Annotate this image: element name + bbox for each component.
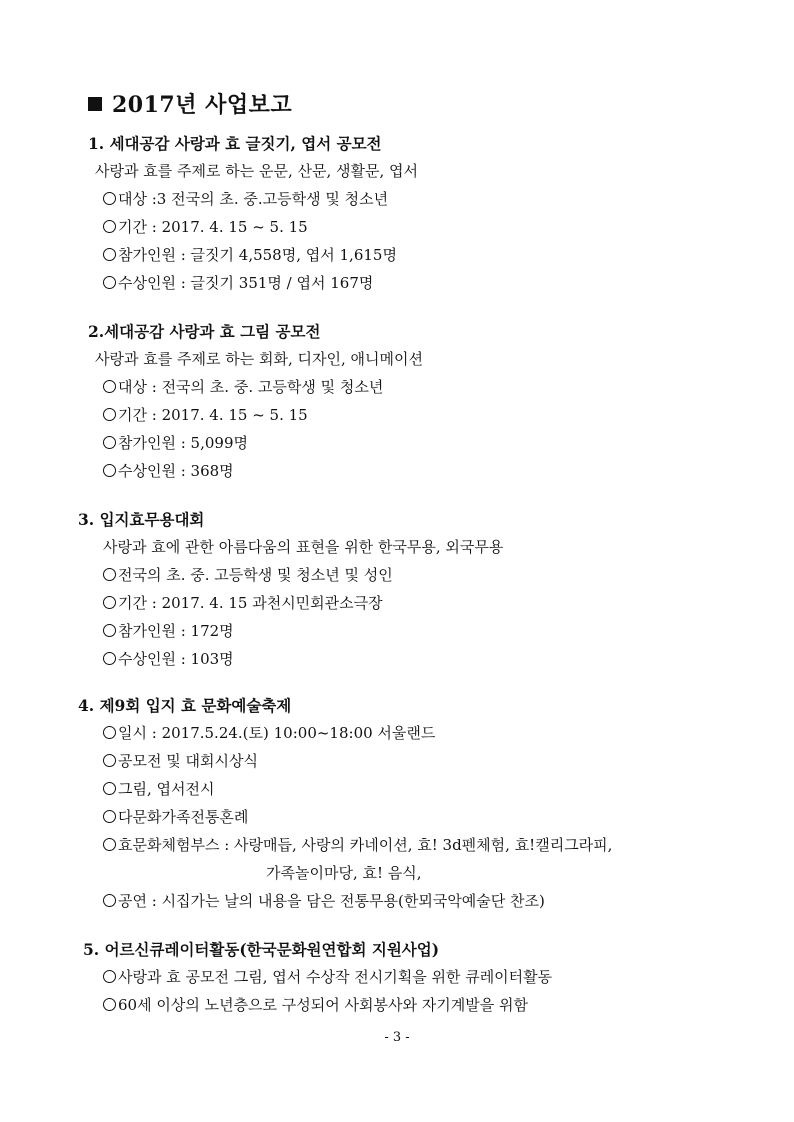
- circle-bullet-icon: [103, 782, 116, 795]
- section-2-heading: 2.세대공감 사랑과 효 그림 공모전: [88, 322, 321, 341]
- list-item: 수상인원 : 368명: [103, 460, 234, 481]
- circle-bullet-icon: [103, 754, 116, 767]
- circle-bullet-icon: [103, 970, 116, 983]
- circle-bullet-icon: [103, 248, 116, 261]
- list-item: 전국의 초. 중. 고등학생 및 청소년 및 성인: [103, 564, 393, 585]
- page-number: - 3 -: [384, 1030, 410, 1045]
- list-item: 기간 : 2017. 4. 15 ~ 5. 15: [103, 404, 308, 425]
- black-square-icon: [88, 97, 102, 111]
- list-item: 대상 :3 전국의 초. 중.고등학생 및 청소년: [103, 188, 388, 209]
- circle-bullet-icon: [103, 436, 116, 449]
- list-item: 일시 : 2017.5.24.(토) 10:00~18:00 서울랜드: [103, 722, 435, 743]
- list-item: 공연 : 시집가는 날의 내용을 담은 전통무용(한뫼국악예술단 찬조): [103, 890, 545, 911]
- section-3-intro: 사랑과 효에 관한 아름다움의 표현을 위한 한국무용, 외국무용: [103, 538, 504, 556]
- circle-bullet-icon: [103, 408, 116, 421]
- report-title-text: 2017년 사업보고: [112, 92, 293, 118]
- circle-bullet-icon: [103, 380, 116, 393]
- section-5-heading: 5. 어르신큐레이터활동(한국문화원연합회 지원사업): [83, 940, 440, 959]
- list-item: 대상 : 전국의 초. 중. 고등학생 및 청소년: [103, 376, 383, 397]
- circle-bullet-icon: [103, 998, 116, 1011]
- circle-bullet-icon: [103, 568, 116, 581]
- list-item: 60세 이상의 노년층으로 구성되어 사회봉사와 자기계발을 위함: [103, 994, 528, 1015]
- list-item: 수상인원 : 103명: [103, 648, 234, 669]
- circle-bullet-icon: [103, 838, 116, 851]
- section-3-heading: 3. 입지효무용대회: [78, 510, 205, 529]
- list-item: 사랑과 효 공모전 그림, 엽서 수상작 전시기획을 위한 큐레이터활동: [103, 966, 552, 987]
- list-item: 참가인원 : 172명: [103, 620, 234, 641]
- circle-bullet-icon: [103, 596, 116, 609]
- section-1-heading: 1. 세대공감 사랑과 효 글짓기, 엽서 공모전: [88, 134, 382, 153]
- circle-bullet-icon: [103, 192, 116, 205]
- circle-bullet-icon: [103, 894, 116, 907]
- section-1-intro: 사랑과 효를 주제로 하는 운문, 산문, 생활문, 엽서: [95, 162, 418, 180]
- circle-bullet-icon: [103, 220, 116, 233]
- circle-bullet-icon: [103, 276, 116, 289]
- list-item-continuation: 가족놀이마당, 효! 음식,: [266, 864, 422, 882]
- list-item: 기간 : 2017. 4. 15 ~ 5. 15: [103, 216, 308, 237]
- list-item: 참가인원 : 글짓기 4,558명, 엽서 1,615명: [103, 244, 397, 265]
- list-item: 수상인원 : 글짓기 351명 / 엽서 167명: [103, 272, 373, 293]
- list-item: 그림, 엽서전시: [103, 778, 214, 799]
- list-item: 효문화체험부스 : 사랑매듭, 사랑의 카네이션, 효! 3d펜체험, 효!캘리그라피,: [103, 834, 612, 855]
- list-item: 공모전 및 대회시상식: [103, 750, 258, 771]
- report-title: [88, 88, 292, 119]
- list-item: 기간 : 2017. 4. 15 과천시민회관소극장: [103, 592, 383, 613]
- circle-bullet-icon: [103, 726, 116, 739]
- section-2-intro: 사랑과 효를 주제로 하는 회화, 디자인, 애니메이션: [95, 350, 423, 368]
- list-item: 참가인원 : 5,099명: [103, 432, 248, 453]
- circle-bullet-icon: [103, 652, 116, 665]
- section-4-heading: 4. 제9회 입지 효 문화예술축제: [78, 696, 292, 715]
- circle-bullet-icon: [103, 810, 116, 823]
- circle-bullet-icon: [103, 624, 116, 637]
- list-item: 다문화가족전통혼례: [103, 806, 248, 827]
- circle-bullet-icon: [103, 464, 116, 477]
